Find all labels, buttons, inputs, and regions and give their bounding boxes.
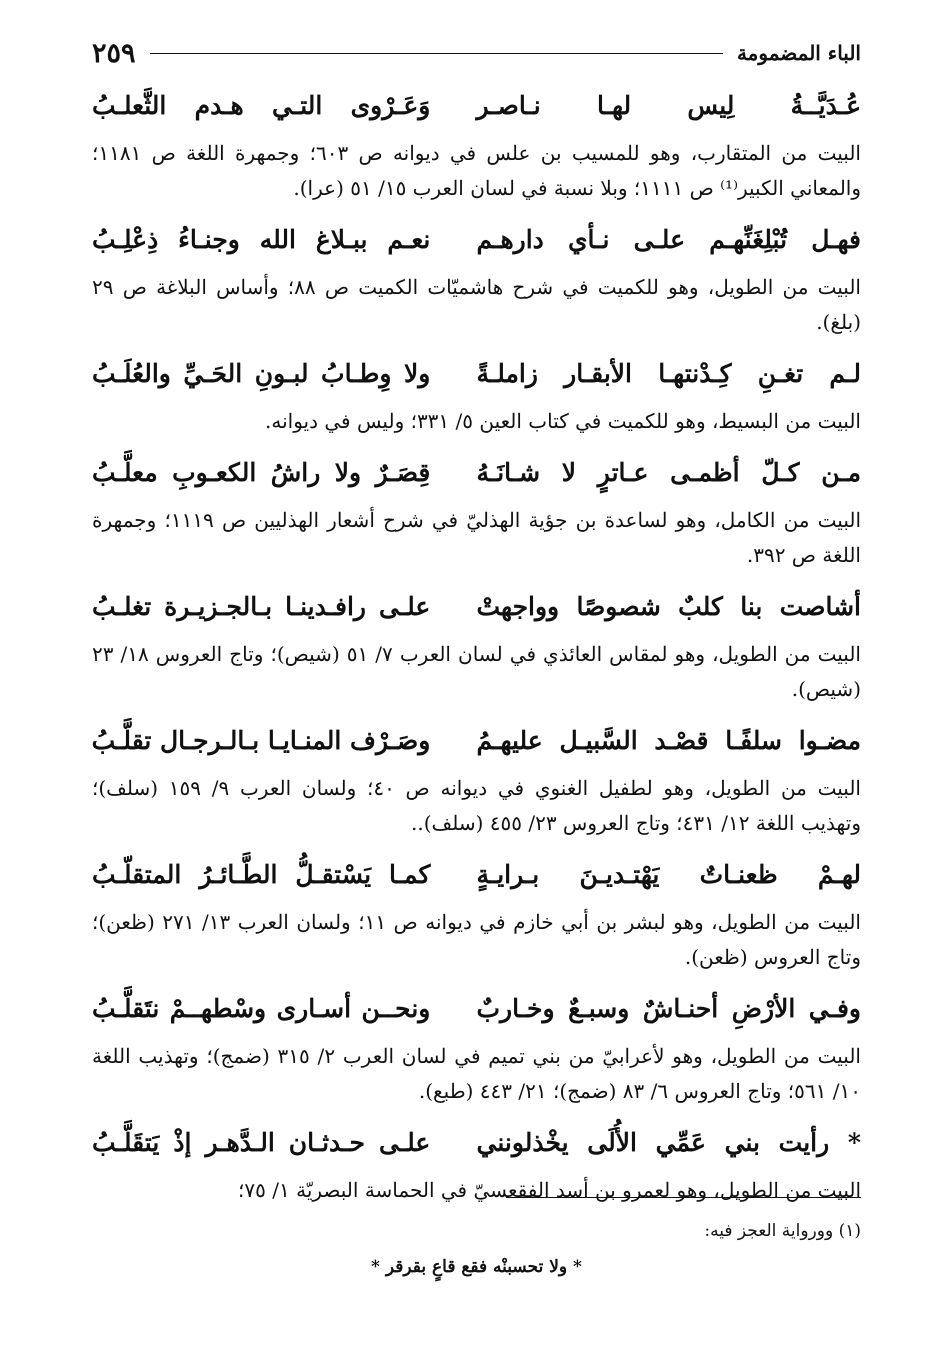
- second-hemistich: كمـا يَسْتقـلُّ الطَّـائـرُ المتقلّـبُ: [92, 860, 431, 889]
- verse-line: [92, 210, 861, 270]
- entry-6: [92, 711, 861, 841]
- verse-commentary: البيت من المتقارب، وهو للمسيب بن علس في ديوانه ص ٦٠٣؛ وجمهرة اللغة ص ١١٨١؛ والمعاني الكبير⁽¹⁾ ص ١١١١؛ وبلا نسبة في لسان العرب ١٥/ ٥١ (عرا).: [92, 141, 861, 200]
- first-hemistich: لـم تغـنِ كِـدْنتهـا الأبقـار زاملـةً: [476, 359, 861, 388]
- verse-line: [92, 76, 861, 136]
- second-hemistich: نعـم ببـلاغ الله وجنـاءُ ذِعْلِـبُ: [92, 225, 431, 254]
- entry-2: [92, 210, 861, 340]
- footnote-rule: [506, 1197, 861, 1198]
- first-hemistich: عُـدَيَّــةُ لِيس لهـا نـاصـر: [476, 91, 861, 120]
- first-hemistich: أشاصت بنا كلبٌ شصوصًا وواجهتْ: [476, 592, 861, 621]
- page-header: [92, 30, 861, 76]
- first-hemistich: لهـمْ ظعنـاتٌ يَهْتـديـنَ بـرايـةٍ: [476, 860, 861, 889]
- second-hemistich: ونحــن أسـارى وسْطهــمْ نتَقلَّـبُ: [92, 994, 431, 1023]
- running-title: الباء المضمومة: [736, 41, 861, 65]
- verse-commentary: البيت من الطويل، وهو لطفيل الغنوي في ديوانه ص ٤٠؛ ولسان العرب ٩/ ١٥٩ (سلف)؛ وتهذيب اللغة ١٢/ ٤٣١؛ وتاج العروس ٢٣/ ٤٥٥ (سلف)..: [92, 776, 861, 835]
- verse-line: [92, 711, 861, 771]
- verse-line: [92, 443, 861, 503]
- entry-1: [92, 76, 861, 206]
- entry-5: [92, 577, 861, 707]
- entry-3: [92, 344, 861, 439]
- footnote-label: (١) وورواية العجز فيه:: [704, 1221, 861, 1241]
- verse-line: [92, 344, 861, 404]
- verse-commentary: البيت من الطويل، وهو لمقاس العائذي في لسان العرب ٧/ ٥١ (شيص)؛ وتاج العروس ١٨/ ٢٣ (شيص).: [92, 642, 861, 701]
- second-hemistich: قِصَـرٌ ولا راشُ الكعـوبِ معلَّـبُ: [92, 458, 431, 487]
- entry-8: [92, 979, 861, 1109]
- verse-line: [92, 845, 861, 905]
- second-hemistich: ولا وِطـابُ لبـونِ الحَـيِّ والعُلَـبُ: [92, 359, 431, 388]
- verse-commentary: البيت من الطويل، وهو للكميت في شرح هاشميّات الكميت ص ٨٨؛ وأساس البلاغة ص ٢٩ (بلغ).: [92, 275, 861, 334]
- first-hemistich: * رأيت بني عَمِّي الأُلَى يخْذلونني: [476, 1128, 861, 1157]
- first-hemistich: فهـل تُبْلِغَنِّهـم علـى نـأي دارهـم: [476, 225, 861, 254]
- verse-line: [92, 1113, 861, 1173]
- first-hemistich: وفـي الأرْضِ أحنـاشٌ وسبـعٌ وخـاربٌ: [476, 994, 861, 1023]
- entry-4: [92, 443, 861, 573]
- verse-line: [92, 577, 861, 637]
- page-number: ٢٥٩: [92, 37, 136, 69]
- first-hemistich: مضـوا سلفًـا قصْـد السَّبيـل عليهـمُ: [476, 726, 861, 755]
- entry-7: [92, 845, 861, 975]
- first-hemistich: مـن كـلّ أظمـى عـاترٍ لا شـانَـهُ: [476, 458, 861, 487]
- entry-9: [92, 1113, 861, 1208]
- second-hemistich: وصَـرْف المنـايـا بـالـرجـال تقلَّـبُ: [91, 726, 431, 755]
- verse-commentary: البيت من الطويل، وهو لبشر بن أبي خازم في ديوانه ص ١١؛ ولسان العرب ١٣/ ٢٧١ (ظعن)؛ وتاج العروس (ظعن).: [92, 910, 861, 969]
- verse-line: [92, 979, 861, 1039]
- footnote-verse: * ولا تحسبنْه فقع قاعٍ بقرقر *: [371, 1257, 582, 1277]
- verse-commentary: البيت من الطويل، وهو لأعرابيّ من بني تميم في لسان العرب ٢/ ٣١٥ (ضمج)؛ وتهذيب اللغة ١٠/ ٥٦١؛ وتاج العروس ٦/ ٨٣ (ضمج)؛ ٢١/ ٤٤٣ (طبع).: [92, 1044, 861, 1103]
- second-hemistich: علـى رافـدينـا بـالجـزيـرة تغلـبُ: [92, 592, 431, 621]
- verse-commentary: البيت من الكامل، وهو لساعدة بن جؤية الهذليّ في شرح أشعار الهذليين ص ١١١٩؛ وجمهرة اللغة ص ٣٩٢.: [92, 508, 862, 567]
- verse-commentary: البيت من البسيط، وهو للكميت في كتاب العين ٥/ ٣٣١؛ وليس في ديوانه.: [264, 409, 861, 433]
- second-hemistich: وَعَـرْوى التـي هـدم الثَّعلـبُ: [92, 91, 431, 120]
- second-hemistich: علـى حـدثـان الـدَّهـر إذْ يَتقَلَّـبُ: [92, 1128, 431, 1157]
- footnote: [92, 1218, 861, 1280]
- verse-commentary: البيت من الطويل، وهو لعمرو بن أسد الفقعسيّ في الحماسة البصريّة ١/ ٧٥؛: [238, 1178, 861, 1202]
- header-rule: [150, 53, 723, 54]
